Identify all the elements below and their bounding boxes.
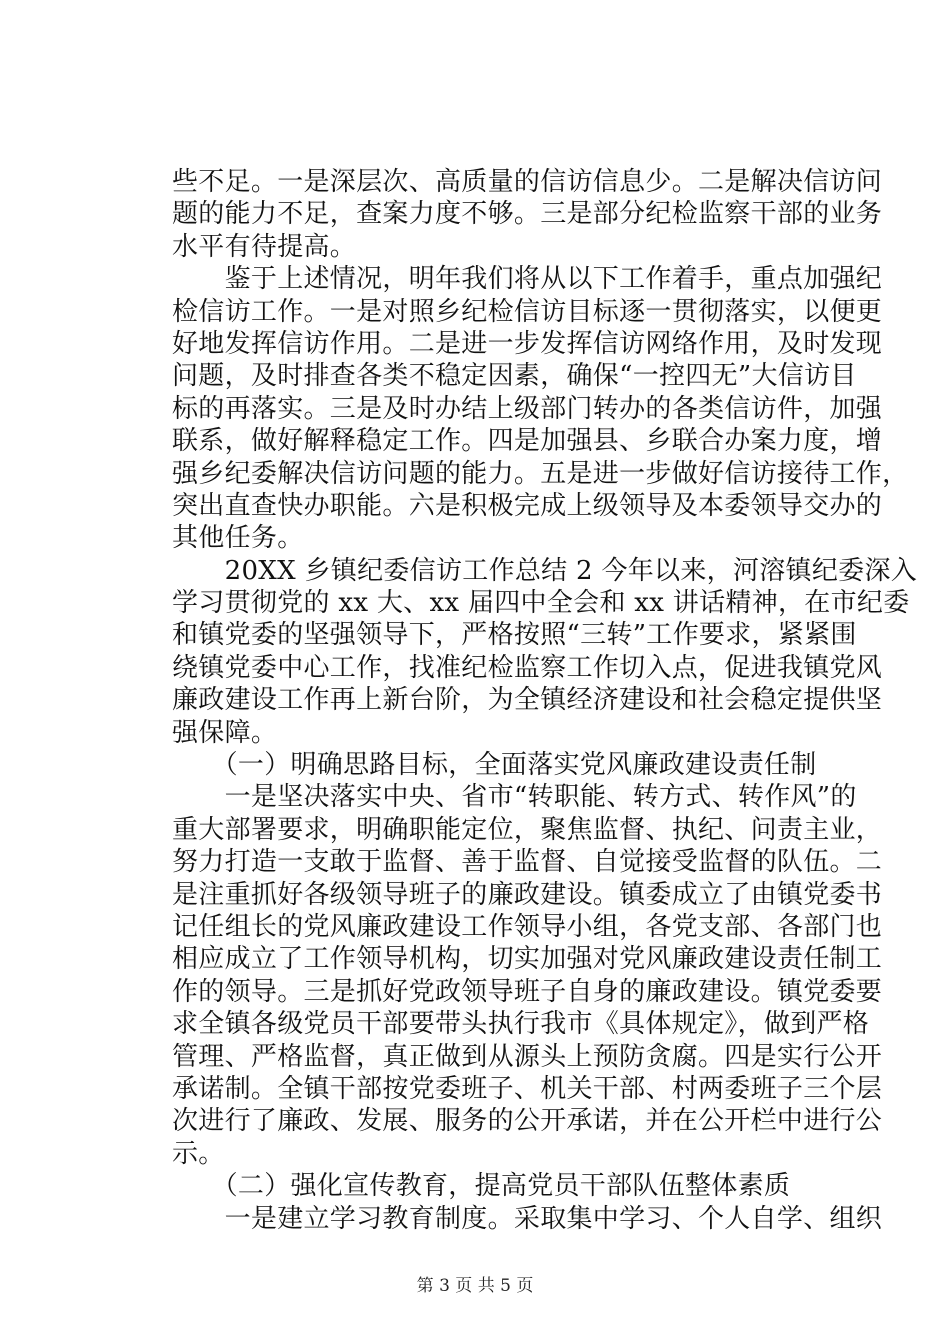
text-line: 管理、严格监督，真正做到从源头上预防贪腐。四是实行公开 [172,1041,883,1072]
text-line: （一）明确思路目标，全面落实党风廉政建设责任制 [172,750,817,781]
text-line: 问题，及时排查各类不稳定因素，确保“一控四无”大信访目 [172,361,857,392]
text-line: （二）强化宣传教育，提高党员干部队伍整体素质 [172,1171,791,1202]
text-line: 水平有待提高。 [172,231,357,262]
text-line: 好地发挥信访作用。二是进一步发挥信访网络作用，及时发现 [172,328,883,359]
text-line: 是注重抓好各级领导班子的廉政建设。镇委成立了由镇党委书 [172,879,883,910]
text-line: 示。 [172,1138,225,1169]
text-line: 些不足。一是深层次、高质量的信访信息少。二是解决信访问 [172,167,883,197]
text-line: 联系，做好解释稳定工作。四是加强县、乡联合办案力度，增 [172,426,883,457]
text-line: 和镇党委的坚强领导下，严格按照“三转”工作要求，紧紧围 [172,620,857,651]
text-line: 题的能力不足，查案力度不够。三是部分纪检监察干部的业务 [172,199,883,230]
body-text [172,166,918,1235]
text-line: 鉴于上述情况，明年我们将从以下工作着手，重点加强纪 [172,264,883,295]
text-line: 一是坚决落实中央、省市“转职能、转方式、转作风”的 [172,782,857,813]
text-line: 突出直查快办职能。六是积极完成上级领导及本委领导交办的 [172,490,883,521]
text-line: 重大部署要求，明确职能定位，聚焦监督、执纪、问责主业， [172,814,883,845]
page-footer: 第 3 页 共 5 页 [416,1276,534,1296]
text-line: 廉政建设工作再上新台阶，为全镇经济建设和社会稳定提供坚 [172,685,883,716]
text-line: 承诺制。全镇干部按党委班子、机关干部、村两委班子三个层 [172,1073,883,1104]
text-line: 学习贯彻党的 xx 大、xx 届四中全会和 xx 讲话精神，在市纪委 [172,588,910,619]
text-line: 求全镇各级党员干部要带头执行我市《具体规定》，做到严格 [172,1009,870,1040]
text-line: 次进行了廉政、发展、服务的公开承诺，并在公开栏中进行公 [172,1106,883,1137]
text-line: 其他任务。 [172,523,304,554]
text-line: 记任组长的党风廉政建设工作领导小组，各党支部、各部门也 [172,911,883,942]
text-line: 努力打造一支敢于监督、善于监督、自觉接受监督的队伍。二 [172,847,883,878]
text-line: 强乡纪委解决信访问题的能力。五是进一步做好信访接待工作， [172,458,909,489]
text-line: 作的领导。三是抓好党政领导班子自身的廉政建设。镇党委要 [172,976,883,1007]
text-line: 一是建立学习教育制度。采取集中学习、个人自学、组织 [172,1203,883,1234]
text-line: 20XX 乡镇纪委信访工作总结 2 今年以来，河溶镇纪委深入 [172,555,918,586]
text-line: 检信访工作。一是对照乡纪检信访目标逐一贯彻落实，以便更 [172,296,883,327]
text-line: 相应成立了工作领导机构，切实加强对党风廉政建设责任制工 [172,944,883,975]
text-line: 标的再落实。三是及时办结上级部门转办的各类信访件，加强 [172,393,883,424]
text-line: 强保障。 [172,717,278,748]
text-line: 绕镇党委中心工作，找准纪检监察工作切入点，促进我镇党风 [172,652,883,683]
